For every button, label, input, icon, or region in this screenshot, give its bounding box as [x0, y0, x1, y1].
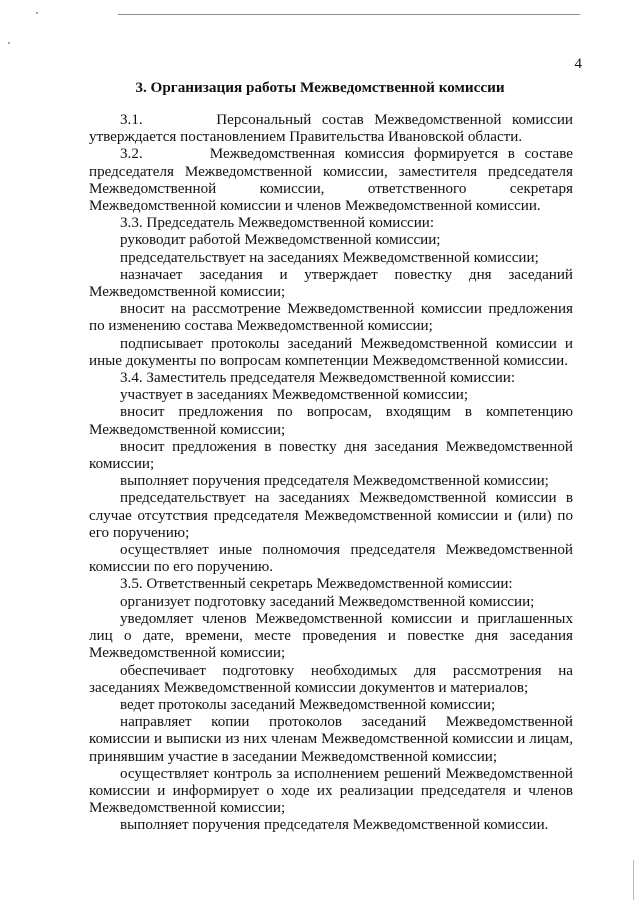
list-item: вносит предложения в повестку дня заседания Межведомственной комиссии;	[89, 438, 573, 473]
list-item: руководит работой Межведомственной комиссии;	[120, 232, 441, 249]
list-item: председательствует на заседаниях Межведомственной комиссии;	[120, 249, 539, 266]
paragraph-3-4: 3.4. Заместитель председателя Межведомственной комиссии:	[120, 370, 516, 387]
scan-edge-mark	[633, 860, 634, 900]
list-item: осуществляет иные полномочия председателя Межведомственной комиссии по его поручению.	[89, 542, 573, 576]
list-item: председательствует на заседаниях Межведомственной комиссии в случае отсутствия председателя Межведомственной комиссии и (или) по его поручению;	[89, 490, 573, 541]
list-item: назначает заседания и утверждает повестку дня заседаний Межведомственной комиссии;	[89, 266, 573, 301]
section-heading: 3. Организация работы Межведомственной комиссии	[135, 79, 505, 96]
list-item: направляет копии протоколов заседаний Межведомственной комиссии и выписки из них членам Межведомственной комиссии и лицам, принявшим участие в заседании Межведомственной комиссии;	[89, 714, 573, 765]
list-item: вносит предложения по вопросам, входящим в компетенцию Межведомственной комиссии;	[89, 404, 573, 438]
page-number: 4	[574, 56, 582, 72]
list-item: уведомляет членов Межведомственной комиссии и приглашенных лиц о дате, времени, месте проведения и повестке дня заседания Межведомственной комиссии;	[89, 610, 573, 662]
scan-border-line	[118, 14, 580, 15]
list-item: выполняет поручения председателя Межведомственной комиссии.	[120, 817, 549, 834]
list-item: обеспечивает подготовку необходимых для рассмотрения на заседаниях Межведомственной комиссии документов и материалов;	[89, 662, 573, 696]
list-item: участвует в заседаниях Межведомственной комиссии;	[120, 387, 469, 404]
paragraph-3-5: 3.5. Ответственный секретарь Межведомственной комиссии:	[120, 576, 513, 593]
paragraph-3-1: 3.1. Персональный состав Межведомственной комиссии утверждается постановлением Правительства Ивановской области.	[89, 112, 573, 146]
list-item: подписывает протоколы заседаний Межведомственной комиссии и иные документы по вопросам компетенции Межведомственной комиссии.	[89, 335, 573, 369]
document-body	[89, 112, 573, 835]
paragraph-3-3: 3.3. Председатель Межведомственной комиссии:	[120, 215, 435, 232]
list-item: выполняет поручения председателя Межведомственной комиссии;	[120, 473, 549, 490]
scan-speck	[36, 12, 38, 14]
list-item: осуществляет контроль за исполнением решений Межведомственной комиссии и информирует о ходе их реализации председателя и членов Межведомственной комиссии;	[89, 765, 573, 817]
list-item: организует подготовку заседаний Межведомственной комиссии;	[120, 593, 535, 610]
list-item: вносит на рассмотрение Межведомственной комиссии предложения по изменению состава Межведомственной комиссии;	[89, 301, 573, 335]
scan-speck	[8, 42, 10, 44]
paragraph-3-2: 3.2. Межведомственная комиссия формируется в составе председателя Межведомственной комиссии, заместителя председателя Межведомственной комиссии, ответственного секретаря Межведомственной комиссии и членов Межведомственной комиссии.	[89, 146, 573, 215]
list-item: ведет протоколы заседаний Межведомственной комиссии;	[120, 696, 496, 713]
